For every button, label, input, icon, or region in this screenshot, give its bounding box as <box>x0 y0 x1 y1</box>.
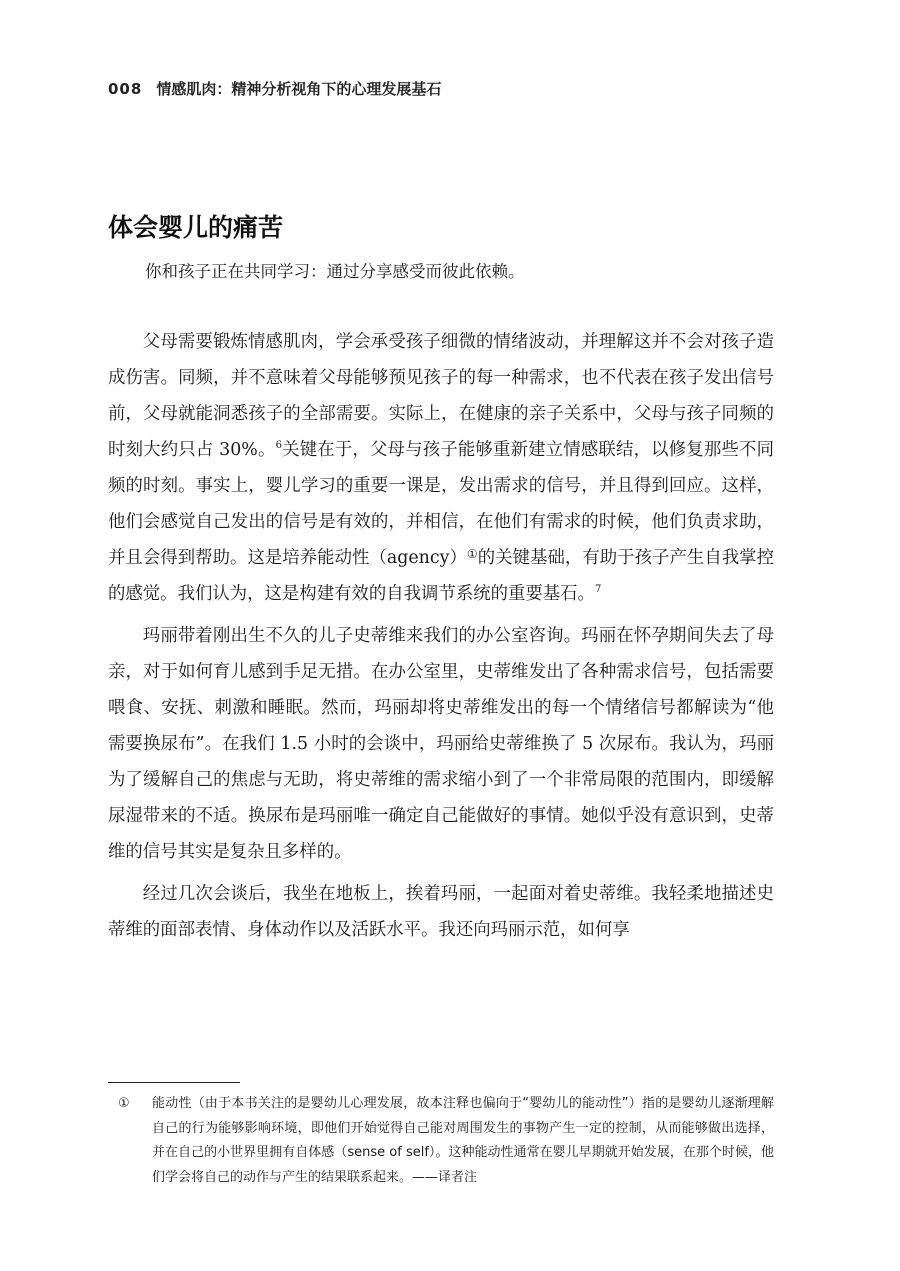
paragraph-1-part-3: 的关键基础，有助于孩子产生自我掌控的感觉。我们认为，这是构建有效的自我调节系统的重要基石。 <box>108 548 775 604</box>
footnote-divider <box>108 1082 240 1083</box>
citation-ref-6[interactable]: 6 <box>275 440 282 451</box>
paragraph-2: 玛丽带着刚出生不久的儿子史蒂维来我们的办公室咨询。玛丽在怀孕期间失去了母亲，对于如何育儿感到手足无措。在办公室里，史蒂维发出了各种需求信号，包括需要喂食、安抚、刺激和睡眠。然而，玛丽却将史蒂维发出的每一个情绪信号都解读为“他需要换尿布”。在我们 1.5 小时的会谈中，玛丽给史蒂维换了 5 次尿布。我认为，玛丽为了缓解自己的焦虑与无助，将史蒂维的需求缩小到了一个非常局限的范围内，即缓解尿湿带来的不适。换尿布是玛丽唯一确定自己能做好的事情。她似乎没有意识到，史蒂维的信号其实是复杂且多样的。 <box>108 626 774 862</box>
section-title: 体会婴儿的痛苦 <box>108 213 284 242</box>
paragraph-1-part-1: 父母需要锻炼情感肌肉，学会承受孩子细微的情绪波动，并理解这并不会对孩子造成伤害。同频，并不意味着父母能够预见孩子的每一种需求，也不代表在孩子发出信号前，父母就能洞悉孩子的全部需要。实际上，在健康的亲子关系中，父母与孩子同频的时刻大约只占 30%。 <box>108 332 774 460</box>
footnote-ref-1[interactable]: ① <box>466 547 478 561</box>
paragraph-3: 经过几次会谈后，我坐在地板上，挨着玛丽，一起面对着史蒂维。我轻柔地描述史蒂维的面部表情、身体动作以及活跃水平。我还向玛丽示范，如何享 <box>108 884 774 940</box>
running-header <box>108 78 441 99</box>
paragraph-1 <box>108 324 774 612</box>
footnote <box>118 1092 774 1190</box>
footnote-text: 能动性（由于本书关注的是婴幼儿心理发展，故本注释也偏向于“婴幼儿的能动性”）指的是婴幼儿逐渐理解自己的行为能够影响环境，即他们开始觉得自己能对周围发生的事物产生一定的控制，从而能够做出选择，并在自己的小世界里拥有自体感（sense of self）。这种能动性通常在婴儿早期就开始发展，在那个时候，他们学会将自己的动作与产生的结果联系起来。——译者注 <box>152 1096 774 1185</box>
paragraph-1-part-2: 关键在于，父母与孩子能够重新建立情感联结，以修复那些不同频的时刻。事实上，婴儿学习的重要一课是，发出需求的信号，并且得到回应。这样，他们会感觉自己发出的信号是有效的，并相信，在他们有需求的时候，他们负责求助，并且会得到帮助。这是培养能动性（agency） <box>108 440 774 568</box>
page-number: 008 <box>108 80 143 98</box>
footnote-mark: ① <box>118 1096 130 1111</box>
body-text <box>108 324 774 954</box>
book-title: 情感肌肉：精神分析视角下的心理发展基石 <box>156 80 442 98</box>
epigraph: 你和孩子正在共同学习：通过分享感受而彼此依赖。 <box>145 262 525 281</box>
citation-ref-7[interactable]: 7 <box>594 584 602 595</box>
